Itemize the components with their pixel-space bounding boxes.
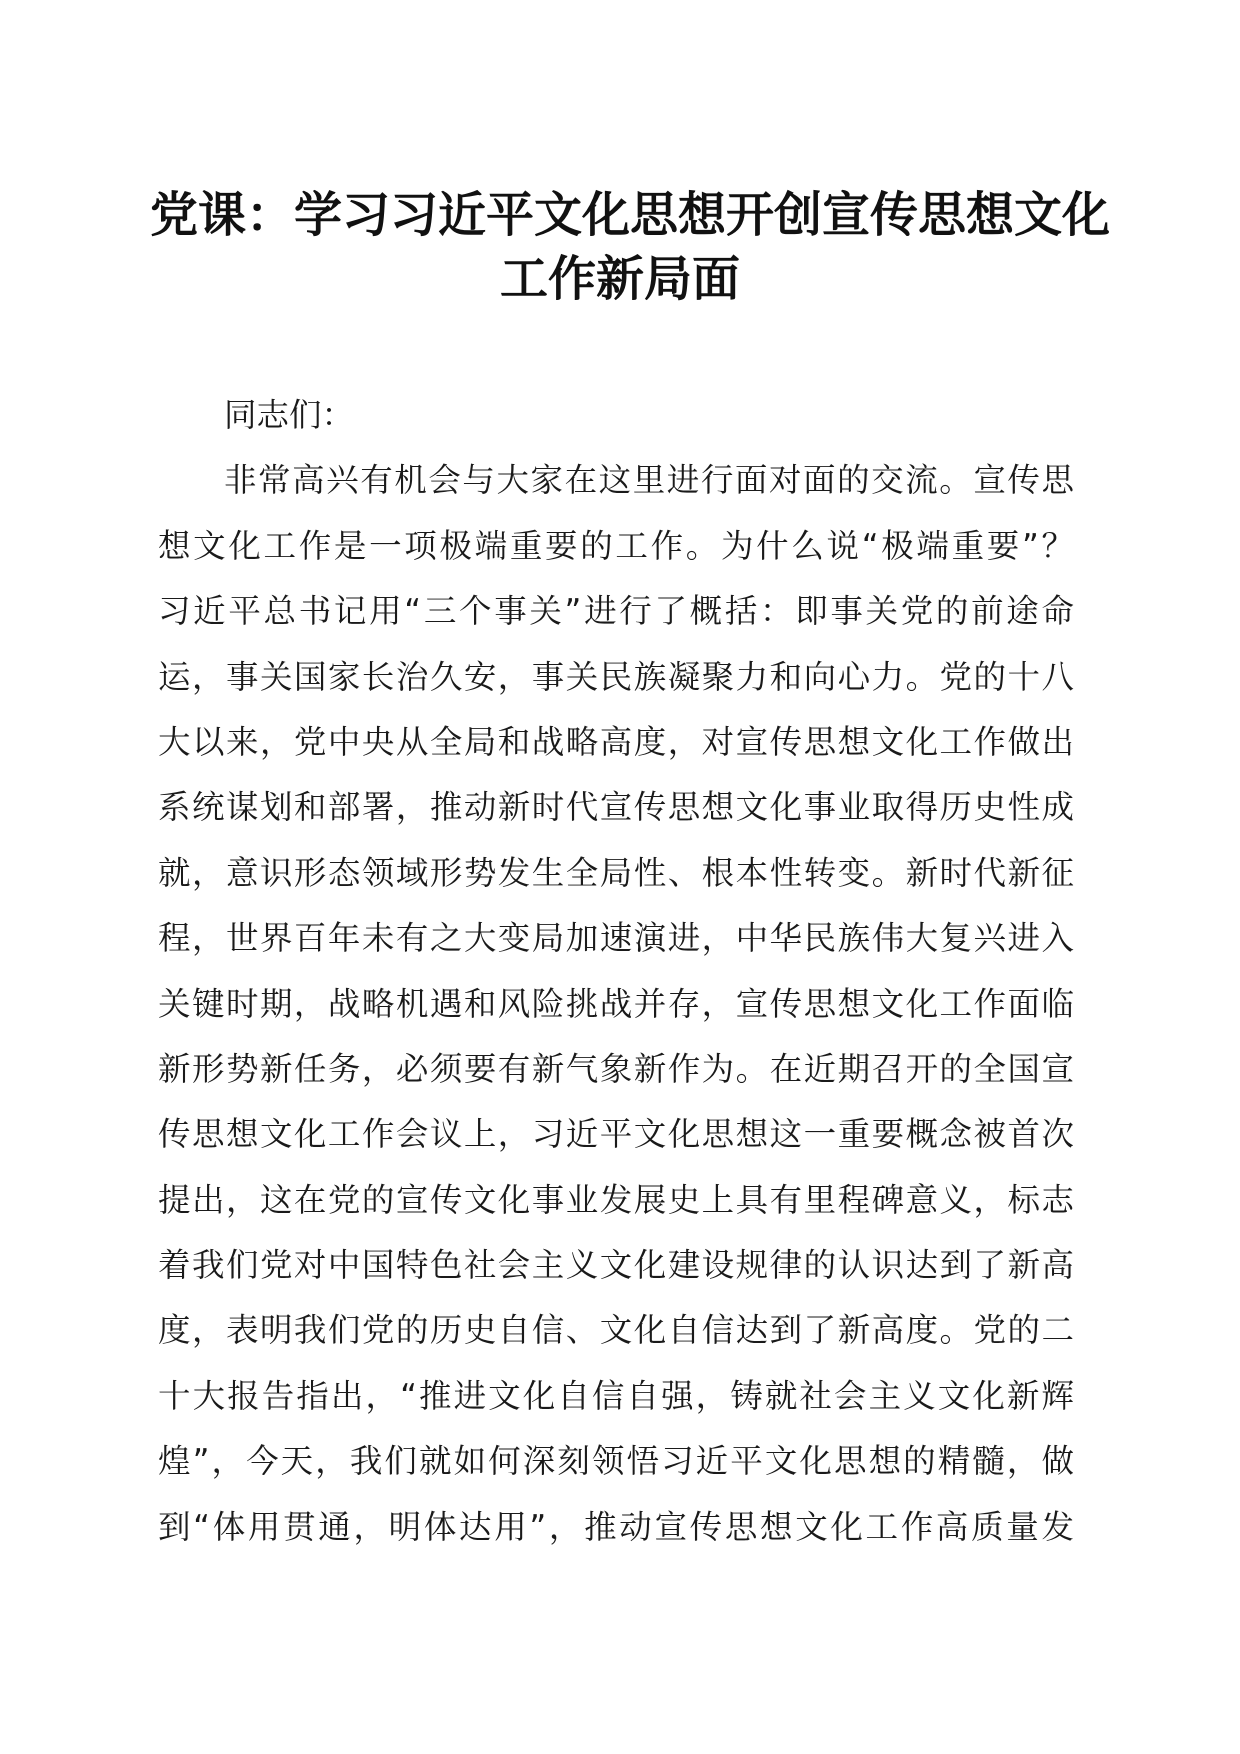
paragraph-line: 煌”，今天，我们就如何深刻领悟习近平文化思想的精髓，做	[158, 1442, 1074, 1481]
paragraph-line: 传思想文化工作会议上，习近平文化思想这一重要概念被首次	[158, 1115, 1074, 1154]
paragraph-line: 想文化工作是一项极端重要的工作。为什么说“极端重要”？	[158, 526, 1074, 565]
paragraph-line: 提出，这在党的宣传文化事业发展史上具有里程碑意义，标志	[158, 1180, 1074, 1219]
paragraph-line: 新形势新任务，必须要有新气象新作为。在近期召开的全国宣	[158, 1049, 1074, 1088]
paragraph-line: 关键时期，战略机遇和风险挑战并存，宣传思想文化工作面临	[158, 984, 1074, 1023]
paragraph-line: 就，意识形态领域形势发生全局性、根本性转变。新时代新征	[158, 853, 1074, 892]
title-line-1: 党课：学习习近平文化思想开创宣传思想文化	[150, 187, 1111, 243]
document-title	[150, 183, 1111, 311]
title-line-2: 工作新局面	[499, 251, 740, 307]
paragraph-line: 习近平总书记用“三个事关”进行了概括：即事关党的前途命	[158, 592, 1074, 631]
document-body	[158, 383, 1074, 1560]
paragraph-line: 非常高兴有机会与大家在这里进行面对面的交流。宣传思	[224, 461, 1074, 500]
salutation: 同志们：	[224, 396, 355, 434]
paragraph-line: 大以来，党中央从全局和战略高度，对宣传思想文化工作做出	[158, 722, 1074, 761]
paragraph-line: 到“体用贯通，明体达用”，推动宣传思想文化工作高质量发	[158, 1507, 1074, 1546]
paragraph-line: 度，表明我们党的历史自信、文化自信达到了新高度。党的二	[158, 1311, 1074, 1350]
paragraph-line: 系统谋划和部署，推动新时代宣传思想文化事业取得历史性成	[158, 788, 1074, 827]
paragraph-line: 运，事关国家长治久安，事关民族凝聚力和向心力。党的十八	[158, 657, 1074, 696]
paragraph-line: 着我们党对中国特色社会主义文化建设规律的认识达到了新高	[158, 1246, 1074, 1285]
paragraph-line: 程，世界百年未有之大变局加速演进，中华民族伟大复兴进入	[158, 919, 1074, 958]
paragraph-line: 十大报告指出，“推进文化自信自强，铸就社会主义文化新辉	[158, 1376, 1074, 1415]
